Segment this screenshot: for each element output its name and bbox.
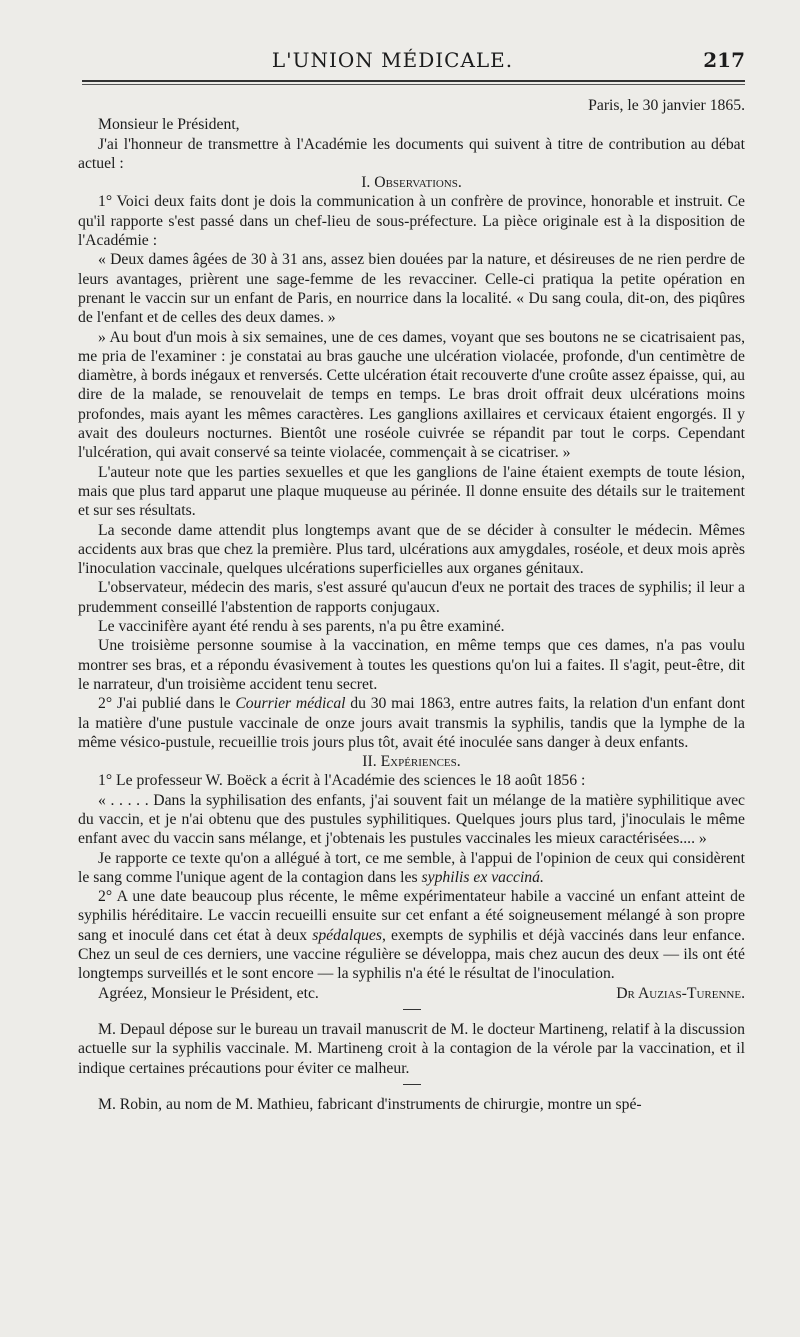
- paragraph: Une troisième personne soumise à la vaccination, en même temps que ces dames, n'a pas voulu montrer ses bras, et a répondu évasivement à toutes les questions qu'on lui a faites. Il s'agit, peut-être, dit le narrateur, d'un troisième accident tenu secret.: [78, 637, 745, 693]
- page-header: [40, 42, 745, 76]
- paragraph: Le vaccinifère ayant été rendu à ses parents, n'a pu être examiné.: [98, 618, 505, 636]
- paragraph: L'observateur, médecin des maris, s'est assuré qu'aucun d'eux ne portait des traces de syphilis; il leur a prudemment conseillé l'abstention de rapports conjugaux.: [78, 579, 745, 616]
- paragraph: « Deux dames âgées de 30 à 31 ans, assez bien douées par la nature, et désireuses de ne rien perdre de leurs avantages, prièrent une sage-femme de les revacciner. Celle-ci pratiqua la petite opération en prenant le vaccin sur un enfant de Paris, en nourrice dans la localité. « Du sang coula, dit-on, des piqûres de l'enfant et de celles des deux dames. »: [78, 251, 745, 327]
- page-number: 217: [703, 48, 745, 72]
- journal-title: Courrier médical: [235, 695, 346, 713]
- paragraph: [78, 849, 745, 888]
- paragraph: La seconde dame attendit plus longtemps avant que de se décider à consulter le médecin. Mêmes accidents aux bras que chez la première. Plus tard, ulcérations aux amygdales, roséole, et deux mois après l'inoculation vaccinale, quelques ulcérations superficielles aux organes génitaux.: [78, 521, 745, 578]
- paragraph: 1° Le professeur W. Boëck a écrit à l'Académie des sciences le 18 août 1856 :: [98, 772, 586, 790]
- paragraph: 1° Voici deux faits dont je dois la communication à un confrère de province, honorable et instruit. Ce qu'il rapporte s'est passé dans un chef-lieu de sous-préfecture. La pièce originale est à la disposition de l'Académie :: [78, 193, 745, 250]
- text-span: 2° J'ai publié dans le: [98, 695, 236, 713]
- paragraph: « . . . . . Dans la syphilisation des enfants, j'ai souvent fait un mélange de la matière syphilitique avec du vaccin, et je n'ai obtenu que des pustules syphilitiques. Quelques jours plus tard, j'inoculais le même enfant avec du vaccin sans mélange, et j'obtenais les pustules vaccinales les mieux caractérisées.... »: [78, 791, 745, 848]
- text-span: du 30 mai 1863, entre autres faits, la relation d'un enfant dont la matière d'une pustule vaccinale de onze jours avait transmis la syphilis, tandis que la lymphe de la même vésico-pustule, recueillie trois jours plus tôt, avait été inoculée sans danger à deux enfants.: [78, 695, 745, 751]
- text-span: , exempts de syphilis et déjà vaccinés dans leur enfance. Chez un seul de ces derniers, une vaccine régulière se développa, mais chez aucun des deux — ils ont été longtemps surveillés et le sont encore — la syphilis n'a été le résultat de l'inoculation.: [78, 926, 746, 983]
- minutes-paragraph: M. Depaul dépose sur le bureau un travail manuscrit de M. le docteur Martineng, relatif à la discussion actuelle sur la syphilis vaccinale. M. Martineng croit à la contagion de la vérole par la vaccination, et il indique certaines précautions pour éviter ce malheur.: [78, 1020, 745, 1077]
- running-head: L'UNION MÉDICALE.: [271, 48, 514, 72]
- header-rule-thin: [82, 84, 745, 85]
- letter-intro: J'ai l'honneur de transmettre à l'Académie les documents qui suivent à titre de contribution au débat actuel :: [78, 135, 745, 172]
- letter-salutation: Monsieur le Président,: [98, 116, 240, 134]
- letter-date: Paris, le 30 janvier 1865.: [588, 97, 745, 114]
- closing-text: Agréez, Monsieur le Président, etc.: [98, 984, 319, 1002]
- text-span: Je rapporte ce texte qu'on a allégué à tort, ce me semble, à l'appui de l'opinion de ceux qui considèrent le sang comme l'unique agent de la contagion dans les: [78, 849, 745, 886]
- italic-term: syphilis ex vacciná.: [421, 868, 544, 886]
- paragraph: » Au bout d'un mois à six semaines, une de ces dames, voyant que ses boutons ne se cicatrisaient pas, me pria de l'examiner : je constatai au bras gauche une ulcération violacée, profonde, d'un centimètre de diamètre, à bords inégaux et renversés. Cette ulcération était recouverte d'une croûte assez épaisse, qui, au dire de la malade, se renouvelait de temps en temps. Le bras droit offrait deux ulcérations moins profondes, mais ayant les mêmes caractères. Les ganglions axillaires et cervicaux étaient engorgés. Il y avait des douleurs nocturnes. Bientôt une roséole cuivrée se répandit par tout le corps. Cependant l'ulcération, qui avait conservé sa teinte violacée, commençait à se cicatriser. »: [78, 328, 745, 462]
- header-rule: [82, 80, 745, 82]
- paragraph: [78, 887, 745, 983]
- section-heading-observations: I. Observations.: [361, 174, 462, 192]
- minutes-paragraph: M. Robin, au nom de M. Mathieu, fabricant d'instruments de chirurgie, montre un spé-: [98, 1095, 642, 1113]
- closing-line: [78, 984, 745, 1003]
- separator: [403, 1009, 421, 1010]
- page-body: [78, 96, 745, 1114]
- paragraph: L'auteur note que les parties sexuelles et que les ganglions de l'aine étaient exempts de toute lésion, mais que plus tard apparut une plaque muqueuse au périnée. Il donne ensuite des détails sur le traitement et sur ses résultats.: [78, 463, 745, 520]
- separator: [403, 1084, 421, 1085]
- italic-term: spédalques: [312, 926, 382, 944]
- signature: Dr Auzias-Turenne.: [616, 984, 745, 1002]
- text-span: 2° A une date beaucoup plus récente, le même expérimentateur habile a vacciné un enfant atteint de syphilis héréditaire. Le vaccin recueilli ensuite sur cet enfant a été soigneusement mélangé à son propre sang et inoculé dans cet état à deux: [78, 888, 745, 944]
- section-heading-experiences: II. Expériences.: [362, 753, 461, 771]
- paragraph: [78, 694, 745, 752]
